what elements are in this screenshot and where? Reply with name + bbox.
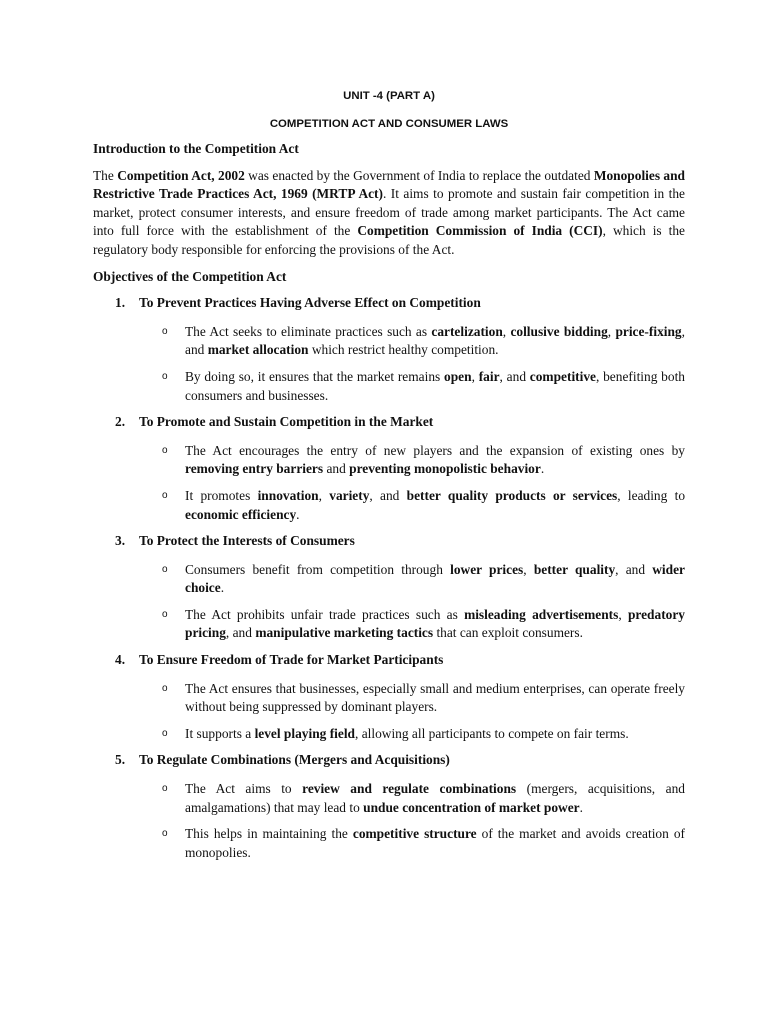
- objective-item: [93, 751, 685, 862]
- text-run: The Act prohibits unfair trade practices such as: [185, 606, 465, 622]
- text-run: . It aims to promote and sustain fair competition in the market, protect consumer interests, and ensure freedom of trade among market participants. The Act came into full force with the establishment of the: [93, 186, 686, 239]
- bold-term: economic efficiency: [185, 506, 297, 522]
- bold-term: competitive structure: [352, 826, 477, 842]
- text-run: , benefiting both consumers and businesses.: [185, 368, 685, 403]
- bullet-point-text: [185, 725, 685, 744]
- objective-title: [115, 294, 685, 313]
- text-run: The Act aims to: [185, 781, 303, 797]
- bullet-marker-icon: o: [162, 828, 168, 840]
- bold-term: manipulative marketing tactics: [255, 625, 434, 641]
- objective-number: 4.: [115, 652, 126, 668]
- bullet-marker-icon: o: [162, 783, 168, 795]
- text-run: It supports a: [185, 725, 255, 741]
- text-run: (mergers, acquisitions, and amalgamations) that may lead to: [185, 781, 685, 815]
- text-run: ,: [618, 606, 628, 622]
- objective-item: [93, 294, 685, 405]
- bold-term: collusive bidding: [510, 323, 608, 339]
- bold-term: review and regulate combinations: [302, 781, 517, 797]
- objective-title-text: To Ensure Freedom of Trade for Market Participants: [139, 652, 444, 668]
- bold-term: Competition Act, 2002: [117, 167, 245, 183]
- text-run: which restrict healthy competition.: [308, 342, 499, 358]
- bold-term: better quality: [533, 561, 616, 577]
- text-run: .: [296, 506, 300, 522]
- text-run: , and: [369, 487, 407, 503]
- unit-heading: UNIT -4 (PART A): [343, 90, 435, 102]
- bullet-point: [93, 725, 685, 744]
- text-run: This helps in maintaining the: [185, 826, 353, 842]
- bold-term: predatory pricing: [185, 606, 685, 641]
- text-run: , which is the regulatory body responsible for enforcing the provisions of the Act.: [93, 223, 685, 257]
- objective-item: [93, 413, 685, 524]
- objective-number: 1.: [115, 295, 126, 311]
- text-run: The Act encourages the entry of new players and the expansion of existing ones by: [185, 442, 685, 458]
- intro-heading: Introduction to the Competition Act: [93, 141, 299, 156]
- objective-number: 2.: [115, 414, 126, 430]
- bold-term: better quality products or services: [406, 487, 618, 503]
- bullet-point: [93, 825, 685, 862]
- bullet-point-text: [185, 561, 685, 598]
- bullet-point-text: [185, 442, 685, 479]
- text-run: .: [579, 799, 583, 815]
- bold-term: undue concentration of market power: [363, 799, 580, 815]
- bullet-point: [93, 680, 685, 717]
- bullet-point-text: [185, 825, 685, 862]
- bullet-marker-icon: o: [162, 370, 168, 382]
- objective-title-text: To Regulate Combinations (Mergers and Acquisitions): [139, 752, 450, 768]
- objective-title: [115, 413, 685, 432]
- text-run: , allowing all participants to compete on fair terms.: [355, 725, 629, 741]
- bold-term: cartelization: [431, 323, 503, 339]
- text-run: , and: [225, 625, 256, 641]
- bullet-point-text: [185, 323, 685, 360]
- text-run: The Act ensures that businesses, especially small and medium enterprises, can operate freely without being suppressed by dominant players.: [185, 680, 685, 715]
- bold-term: wider choice: [185, 561, 685, 596]
- text-run: , and: [615, 561, 653, 577]
- bullet-marker-icon: o: [162, 325, 168, 337]
- bold-term: misleading advertisements: [464, 606, 619, 622]
- text-run: .: [220, 580, 225, 596]
- bullet-point: [93, 606, 685, 643]
- objective-points: [93, 323, 685, 405]
- objective-number: 3.: [115, 533, 126, 549]
- bullet-marker-icon: o: [162, 608, 168, 620]
- text-run: By doing so, it ensures that the market remains: [185, 368, 445, 384]
- text-run: , and: [185, 323, 685, 358]
- objective-item: [93, 651, 685, 743]
- text-run: .: [540, 461, 545, 477]
- objective-title: [115, 751, 685, 770]
- objective-points: [93, 680, 685, 744]
- bullet-marker-icon: o: [162, 444, 168, 456]
- bullet-marker-icon: o: [162, 727, 168, 739]
- text-run: , leading to: [617, 487, 686, 503]
- objective-number: 5.: [115, 752, 126, 768]
- bullet-point-text: [185, 487, 685, 524]
- bullet-point: [93, 368, 685, 405]
- objective-points: [93, 780, 685, 862]
- objective-title-text: To Promote and Sustain Competition in the Market: [139, 414, 434, 430]
- bullet-point-text: [185, 780, 685, 817]
- objective-title-text: To Prevent Practices Having Adverse Effect on Competition: [139, 295, 481, 311]
- text-run: It promotes: [185, 487, 258, 503]
- objective-item: [93, 532, 685, 643]
- text-run: ,: [318, 487, 330, 503]
- bold-term: lower prices: [450, 561, 524, 577]
- objective-points: [93, 442, 685, 524]
- document-title: COMPETITION ACT AND CONSUMER LAWS: [269, 118, 509, 130]
- text-run: ,: [471, 368, 479, 384]
- text-run: ,: [523, 561, 534, 577]
- bold-term: removing entry barriers: [185, 461, 324, 477]
- bold-term: level playing field: [254, 725, 355, 741]
- bullet-marker-icon: o: [162, 563, 168, 575]
- objective-points: [93, 561, 685, 643]
- objectives-heading: Objectives of the Competition Act: [93, 268, 287, 284]
- objectives-list: [93, 294, 685, 862]
- text-run: Consumers benefit from competition through: [185, 561, 451, 577]
- bold-term: fair: [478, 368, 500, 384]
- text-run: , and: [499, 368, 530, 384]
- bold-term: Competition Commission of India (CCI): [357, 223, 603, 239]
- bold-term: open: [444, 368, 472, 384]
- bullet-point: [93, 561, 685, 598]
- intro-paragraph: [93, 167, 685, 260]
- bullet-point-text: [185, 606, 685, 643]
- text-run: ,: [502, 323, 511, 339]
- text-run: and: [323, 461, 350, 477]
- bold-term: price-fixing: [615, 323, 682, 339]
- bold-term: innovation: [257, 487, 319, 503]
- bold-term: market allocation: [207, 342, 309, 358]
- bullet-point: [93, 487, 685, 524]
- bullet-point: [93, 442, 685, 479]
- bullet-point: [93, 780, 685, 817]
- bullet-point-text: [185, 368, 685, 405]
- bold-term: variety: [329, 487, 370, 503]
- text-run: ,: [607, 323, 616, 339]
- text-run: The Act seeks to eliminate practices such as: [185, 323, 432, 339]
- bullet-marker-icon: o: [162, 489, 168, 501]
- text-run: of the market and avoids creation of monopolies.: [185, 826, 685, 860]
- text-run: was enacted by the Government of India to replace the outdated: [244, 167, 594, 183]
- text-run: that can exploit consumers.: [433, 625, 583, 641]
- bold-term: preventing monopolistic behavior: [349, 461, 541, 477]
- objective-title-text: To Protect the Interests of Consumers: [139, 533, 355, 549]
- objective-title: [115, 532, 685, 551]
- text-run: The: [93, 167, 118, 183]
- bullet-point-text: [185, 680, 685, 717]
- bullet-marker-icon: o: [162, 682, 168, 694]
- bold-term: Monopolies and Restrictive Trade Practices Act, 1969 (MRTP Act): [93, 167, 686, 202]
- bullet-point: [93, 323, 685, 360]
- objective-title: [115, 651, 685, 670]
- bold-term: competitive: [529, 368, 596, 384]
